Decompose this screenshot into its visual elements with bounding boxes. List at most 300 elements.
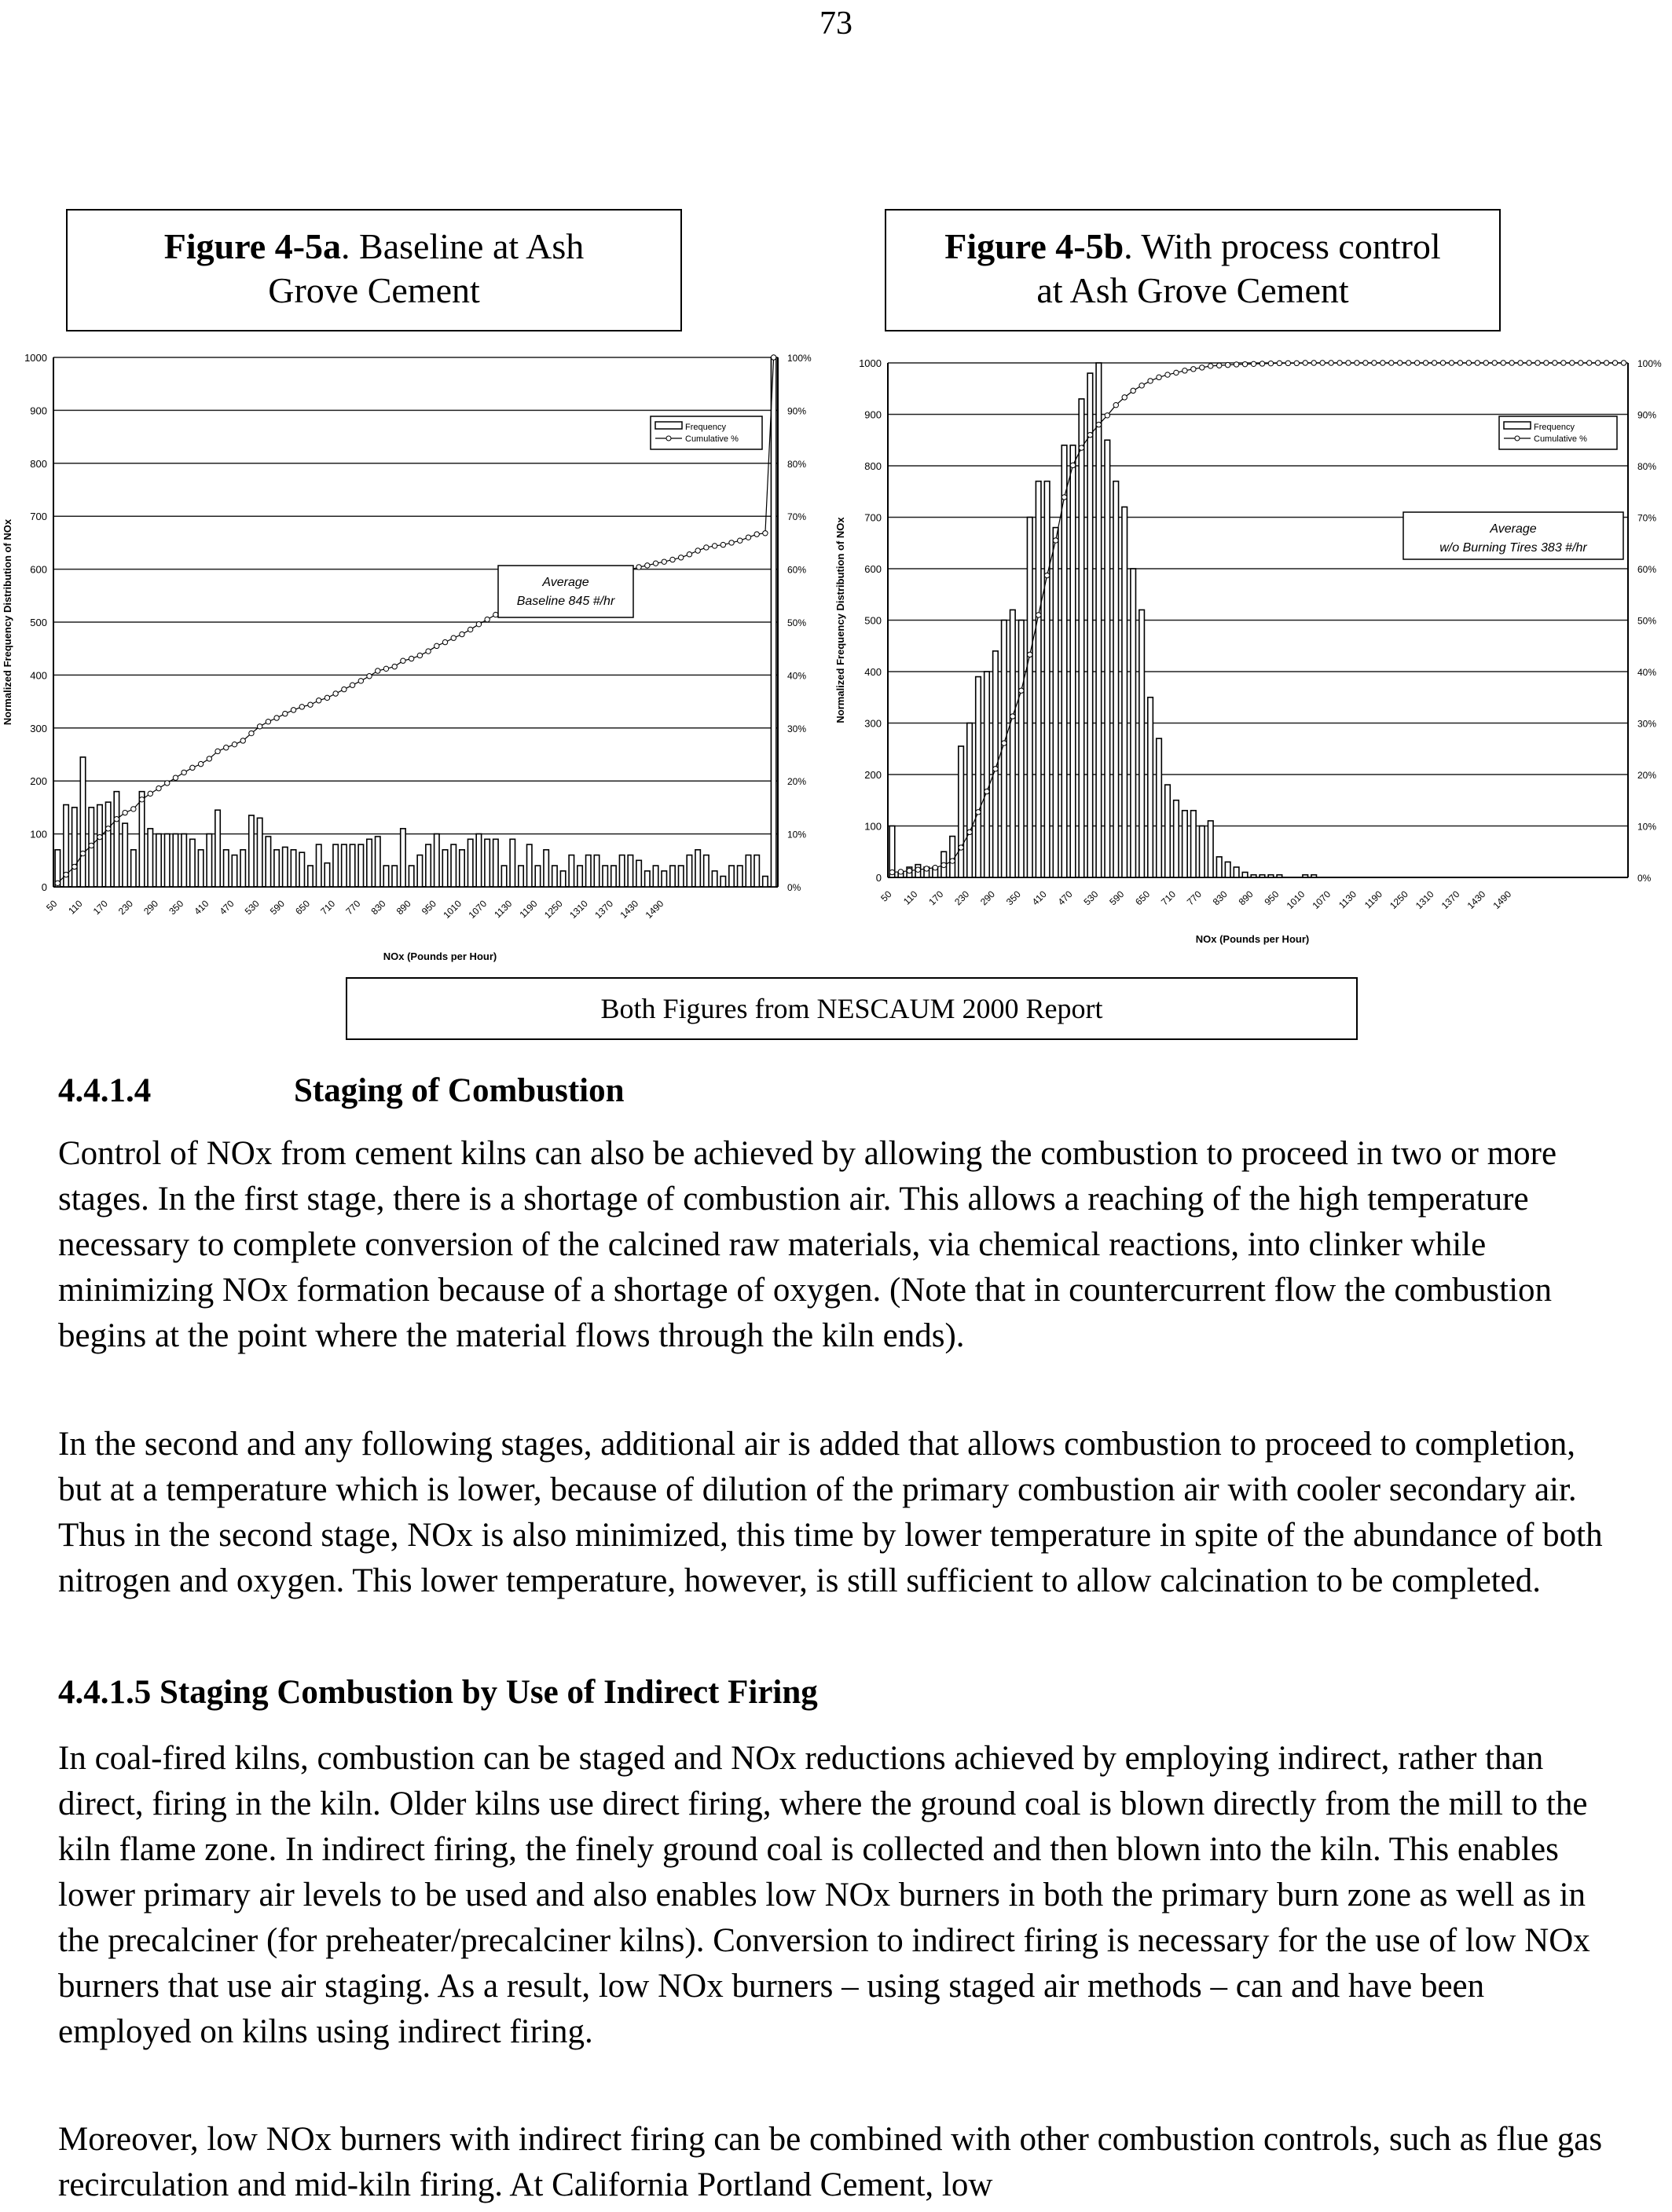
- x-tick-label: 770: [343, 898, 363, 917]
- frequency-bar: [358, 844, 363, 887]
- frequency-bar: [527, 844, 532, 887]
- cumulative-point: [1475, 361, 1480, 365]
- y-tick-label: 600: [30, 563, 47, 576]
- y-tick-label: 100: [864, 820, 882, 833]
- frequency-bar: [442, 850, 447, 887]
- cumulative-point: [1294, 361, 1299, 365]
- section-4-4-1-5-heading: 4.4.1.5 Staging Combustion by Use of Indirect Firing: [58, 1674, 818, 1711]
- cumulative-point: [1432, 361, 1436, 365]
- frequency-bar: [426, 844, 431, 887]
- cumulative-point: [1019, 688, 1024, 693]
- x-tick-label: 1490: [1490, 888, 1514, 912]
- cumulative-point: [442, 639, 447, 644]
- x-tick-label: 1130: [492, 898, 515, 921]
- x-tick-label: 950: [419, 898, 438, 917]
- cumulative-point: [1303, 361, 1307, 365]
- legend-cumulative-marker: [1515, 436, 1520, 441]
- y2-tick-label: 40%: [787, 670, 807, 682]
- frequency-bar: [1070, 445, 1076, 877]
- cumulative-point: [350, 683, 354, 687]
- frequency-bar: [519, 866, 523, 887]
- frequency-bar: [1062, 445, 1067, 877]
- x-tick-label: 230: [952, 888, 972, 908]
- frequency-bar: [240, 850, 245, 887]
- cumulative-point: [165, 781, 170, 786]
- frequency-bar: [383, 866, 388, 887]
- frequency-bar: [131, 850, 136, 887]
- x-tick-label: 1310: [567, 898, 590, 921]
- x-tick-label: 590: [1107, 888, 1127, 908]
- cumulative-point: [409, 656, 413, 661]
- frequency-bar: [173, 834, 178, 887]
- frequency-bar: [1018, 621, 1024, 878]
- frequency-bar: [1260, 875, 1265, 877]
- section-4-4-1-4-heading: [58, 1071, 625, 1110]
- cumulative-point: [460, 632, 464, 636]
- cumulative-point: [645, 563, 650, 568]
- legend-cumulative-marker: [666, 436, 671, 441]
- frequency-bar: [544, 850, 548, 887]
- cumulative-point: [1570, 361, 1575, 365]
- frequency-bar: [1113, 482, 1119, 877]
- frequency-bar: [1216, 857, 1222, 877]
- cumulative-point: [232, 742, 236, 746]
- x-tick-label: 1490: [643, 898, 666, 921]
- frequency-bar: [501, 866, 506, 887]
- frequency-bar: [232, 855, 236, 887]
- frequency-bar: [1087, 373, 1093, 877]
- cumulative-point: [1062, 495, 1066, 500]
- y2-tick-label: 100%: [787, 353, 812, 364]
- frequency-bar: [950, 837, 955, 877]
- frequency-bar: [1139, 610, 1145, 877]
- cumulative-point: [1200, 365, 1204, 370]
- cumulative-point: [1225, 362, 1230, 367]
- frequency-bar: [763, 877, 768, 887]
- frequency-bar: [1027, 518, 1032, 878]
- cumulative-point: [1191, 367, 1196, 372]
- cumulative-point: [889, 870, 894, 874]
- section-4-4-1-4-title: Staging of Combustion: [294, 1072, 625, 1109]
- cumulative-point: [123, 810, 127, 815]
- frequency-bar: [198, 850, 203, 887]
- x-tick-label: 410: [1029, 888, 1049, 908]
- frequency-bar: [1200, 826, 1205, 878]
- cumulative-point: [1518, 361, 1523, 365]
- cumulative-point: [1234, 362, 1238, 367]
- cumulative-point: [1311, 361, 1316, 365]
- cumulative-point: [1036, 613, 1040, 617]
- frequency-bar: [560, 871, 565, 887]
- cumulative-point: [1182, 368, 1187, 373]
- frequency-bar: [249, 815, 254, 887]
- cumulative-point: [746, 535, 750, 540]
- frequency-bar: [662, 871, 666, 887]
- figure-a-label: Figure 4-5a: [163, 226, 342, 266]
- x-tick-label: 650: [293, 898, 313, 917]
- cumulative-point: [984, 789, 989, 793]
- frequency-bar: [1242, 872, 1248, 877]
- frequency-bar: [535, 866, 540, 887]
- x-tick-label: 1370: [592, 898, 616, 921]
- cumulative-point: [1406, 361, 1410, 365]
- frequency-bar: [1010, 610, 1016, 877]
- x-tick-label: 110: [66, 898, 85, 917]
- cumulative-point: [679, 555, 684, 560]
- x-tick-label: 890: [394, 898, 413, 917]
- figure-b-label: Figure 4-5b: [944, 226, 1124, 266]
- cumulative-point: [1466, 361, 1471, 365]
- cumulative-point: [333, 691, 338, 696]
- y2-tick-label: 50%: [787, 617, 807, 628]
- cumulative-point: [933, 865, 937, 870]
- cumulative-point: [1028, 652, 1032, 657]
- average-annotation-box: [498, 566, 633, 617]
- cumulative-point: [1139, 383, 1144, 388]
- cumulative-point: [1612, 361, 1617, 365]
- y-tick-label: 500: [30, 617, 47, 628]
- figure-b-title: . With process control: [1124, 226, 1441, 266]
- frequency-bar: [1036, 482, 1041, 877]
- cumulative-point: [1604, 361, 1608, 365]
- frequency-bar: [1096, 363, 1102, 877]
- cumulative-point: [105, 826, 110, 831]
- cumulative-point: [308, 702, 313, 707]
- frequency-bar: [1191, 811, 1197, 877]
- x-tick-label: 830: [1210, 888, 1230, 908]
- frequency-bar: [324, 863, 329, 887]
- x-tick-label: 230: [116, 898, 135, 917]
- cumulative-point: [1483, 361, 1488, 365]
- frequency-bar: [283, 847, 288, 887]
- frequency-bar: [80, 757, 85, 887]
- cumulative-point: [97, 834, 102, 839]
- frequency-bar: [409, 866, 413, 887]
- frequency-bar: [636, 860, 641, 887]
- frequency-bar: [308, 866, 313, 887]
- cumulative-point: [1113, 403, 1118, 408]
- cumulative-point: [1260, 361, 1264, 366]
- frequency-bar: [392, 866, 397, 887]
- x-tick-label: 530: [242, 898, 262, 917]
- chart-a-svg: [0, 338, 833, 974]
- y2-tick-label: 60%: [1637, 564, 1657, 575]
- figure-a-title-line2: Grove Cement: [268, 270, 480, 310]
- x-tick-label: 1370: [1439, 888, 1462, 912]
- cumulative-point: [114, 817, 119, 822]
- x-tick-label: 290: [141, 898, 161, 917]
- frequency-bar: [1303, 875, 1308, 877]
- cumulative-point: [139, 797, 144, 802]
- y-tick-label: 300: [864, 717, 882, 730]
- cumulative-point: [426, 649, 431, 654]
- frequency-bar: [401, 829, 405, 887]
- cumulative-point: [950, 859, 955, 863]
- cumulative-point: [156, 786, 161, 790]
- frequency-bar: [510, 839, 515, 887]
- y2-tick-label: 10%: [787, 829, 807, 840]
- cumulative-point: [190, 765, 195, 770]
- y-tick-label: 400: [864, 666, 882, 678]
- cumulative-point: [468, 627, 472, 632]
- cumulative-point: [1346, 361, 1351, 365]
- x-tick-label: 350: [167, 898, 186, 917]
- frequency-bar: [468, 839, 472, 887]
- frequency-bar: [771, 357, 776, 887]
- average-annotation-value: w/o Burning Tires 383 #/hr: [1439, 541, 1587, 555]
- x-tick-label: 170: [926, 888, 946, 908]
- x-tick-label: 50: [44, 898, 60, 914]
- x-tick-label: 1250: [541, 898, 565, 921]
- x-tick-label: 770: [1184, 888, 1204, 908]
- frequency-bar: [72, 808, 77, 887]
- frequency-bar: [367, 839, 372, 887]
- cumulative-point: [1578, 361, 1583, 365]
- frequency-bar: [266, 837, 270, 887]
- x-tick-label: 1430: [618, 898, 641, 921]
- frequency-bar: [603, 866, 607, 887]
- y2-tick-label: 80%: [787, 458, 807, 470]
- x-tick-label: 710: [1158, 888, 1179, 908]
- frequency-bar: [123, 823, 127, 887]
- cumulative-point: [240, 738, 245, 743]
- cumulative-point: [1285, 361, 1290, 365]
- y-tick-label: 900: [864, 408, 882, 421]
- frequency-bar: [578, 866, 582, 887]
- x-tick-label: 1310: [1413, 888, 1436, 912]
- frequency-bar: [1157, 738, 1162, 877]
- y-tick-label: 200: [30, 775, 47, 788]
- x-tick-label: 350: [1003, 888, 1023, 908]
- frequency-bar: [451, 844, 456, 887]
- cumulative-point: [1414, 361, 1419, 365]
- frequency-bar: [376, 837, 380, 887]
- frequency-bar: [746, 855, 750, 887]
- paragraph: Control of NOx from cement kilns can also be achieved by allowing the combustion to proceed in two or more stages. In the first stage, there is a shortage of combustion air. This allows a reaching of the high temperature necessary to complete conversion of the calcined raw materials, via chemical reactions, into clinker while minimizing NOx formation because of a shortage of oxygen. (Note that in countercurrent flow the combustion begins at the point where the material flows through the kiln ends).: [58, 1135, 1557, 1354]
- cumulative-point: [1087, 433, 1092, 438]
- y2-tick-label: 30%: [1637, 718, 1657, 730]
- frequency-bar: [316, 844, 321, 887]
- cumulative-point: [1320, 361, 1325, 365]
- cumulative-point: [898, 870, 903, 874]
- y-axis-label: Normalized Frequency Distribution of NOx: [834, 517, 846, 723]
- frequency-bar: [754, 855, 759, 887]
- y2-tick-label: 50%: [1637, 615, 1657, 627]
- frequency-bar: [1182, 811, 1188, 877]
- cumulative-point: [1449, 361, 1454, 365]
- y-tick-label: 0: [41, 881, 47, 893]
- cumulative-point: [1148, 379, 1153, 383]
- frequency-bar: [712, 871, 717, 887]
- cumulative-point: [720, 542, 725, 547]
- cumulative-point: [207, 756, 211, 761]
- cumulative-point: [376, 668, 380, 673]
- y2-tick-label: 40%: [1637, 667, 1657, 678]
- y-tick-label: 300: [30, 722, 47, 734]
- y-tick-label: 900: [30, 405, 47, 417]
- cumulative-point: [1122, 395, 1127, 400]
- frequency-bar: [224, 850, 229, 887]
- cumulative-point: [1105, 413, 1109, 418]
- x-tick-label: 650: [1133, 888, 1153, 908]
- cumulative-point: [967, 830, 972, 834]
- frequency-bar: [1174, 800, 1179, 877]
- y-tick-label: 700: [30, 511, 47, 523]
- cumulative-point: [55, 881, 60, 885]
- cumulative-point: [317, 698, 321, 703]
- cumulative-point: [1363, 361, 1368, 365]
- cumulative-point: [1329, 361, 1333, 365]
- cumulative-point: [367, 674, 372, 679]
- cumulative-point: [493, 612, 498, 617]
- frequency-bar: [967, 723, 973, 878]
- cumulative-point: [636, 565, 641, 569]
- cumulative-point: [434, 643, 439, 648]
- frequency-bar: [417, 855, 422, 887]
- frequency-bar: [434, 834, 439, 887]
- cumulative-point: [1277, 361, 1282, 365]
- frequency-bar: [628, 855, 632, 887]
- cumulative-point: [1251, 361, 1256, 366]
- cumulative-point: [249, 731, 254, 735]
- x-tick-label: 1430: [1465, 888, 1488, 912]
- cumulative-point: [1535, 361, 1540, 365]
- frequency-bar: [645, 871, 650, 887]
- cumulative-point: [1131, 388, 1135, 393]
- cumulative-point: [941, 862, 946, 867]
- cumulative-point: [198, 761, 203, 766]
- cumulative-point: [173, 775, 178, 780]
- frequency-bar: [215, 810, 220, 887]
- cumulative-point: [1492, 361, 1497, 365]
- frequency-bar: [1208, 821, 1213, 877]
- chart-b-svg: [836, 338, 1672, 974]
- y2-tick-label: 10%: [1637, 821, 1657, 833]
- cumulative-point: [358, 679, 363, 683]
- figure-a-title: . Baseline at Ash: [341, 226, 585, 266]
- frequency-bar: [976, 677, 981, 877]
- cumulative-point: [1337, 361, 1342, 365]
- frequency-bar: [1268, 875, 1274, 877]
- cumulative-point: [1002, 741, 1006, 745]
- cumulative-point: [976, 810, 981, 815]
- frequency-bar: [182, 834, 186, 887]
- frequency-bar: [704, 855, 709, 887]
- x-tick-label: 1130: [1336, 888, 1359, 911]
- cumulative-point: [670, 557, 675, 562]
- legend-frequency-label: Frequency: [1534, 423, 1575, 432]
- cumulative-point: [1553, 361, 1557, 365]
- x-tick-label: 410: [192, 898, 211, 917]
- chart-a: [0, 338, 833, 974]
- cumulative-point: [1242, 361, 1247, 366]
- frequency-bar: [653, 866, 658, 887]
- frequency-bar: [1225, 862, 1230, 877]
- cumulative-point: [1372, 361, 1377, 365]
- y-tick-label: 800: [864, 460, 882, 472]
- frequency-bar: [291, 850, 295, 887]
- cumulative-point: [1174, 370, 1179, 375]
- paragraph: Moreover, low NOx burners with indirect firing can be combined with other combustion controls, such as flue gas recirculation and mid-kiln firing. At California Portland Cement, low: [58, 2121, 1603, 2203]
- cumulative-point: [763, 531, 768, 536]
- x-tick-label: 710: [318, 898, 338, 917]
- frequency-bar: [619, 855, 624, 887]
- legend-frequency-swatch: [1504, 422, 1531, 429]
- y2-tick-label: 0%: [1637, 873, 1652, 884]
- cumulative-point: [1440, 361, 1445, 365]
- frequency-bar: [1277, 875, 1282, 877]
- cumulative-point: [771, 355, 776, 360]
- frequency-bar: [165, 834, 170, 887]
- frequency-bar: [97, 805, 102, 887]
- frequency-bar: [984, 672, 990, 877]
- cumulative-point: [662, 559, 666, 564]
- frequency-bar: [1053, 528, 1058, 877]
- cumulative-point: [1621, 361, 1626, 365]
- y2-tick-label: 80%: [1637, 461, 1657, 472]
- cumulative-point: [476, 621, 481, 626]
- y-tick-label: 500: [864, 614, 882, 627]
- cumulative-point: [1208, 364, 1213, 368]
- y-tick-label: 800: [30, 457, 47, 470]
- cumulative-point: [1053, 538, 1058, 543]
- figure-b-title-line2: at Ash Grove Cement: [1036, 270, 1349, 310]
- frequency-bar: [1131, 569, 1136, 877]
- cumulative-point: [1398, 361, 1402, 365]
- y-tick-label: 100: [30, 828, 47, 840]
- cumulative-point: [89, 843, 94, 848]
- frequency-bar: [720, 877, 725, 887]
- frequency-bar: [1311, 875, 1317, 877]
- frequency-bar: [274, 850, 279, 887]
- frequency-bar: [460, 850, 464, 887]
- frequency-bar: [552, 866, 557, 887]
- x-tick-label: 1190: [517, 898, 540, 921]
- cumulative-point: [131, 807, 136, 811]
- frequency-bar: [959, 746, 964, 877]
- frequency-bar: [476, 834, 481, 887]
- frequency-bar: [594, 855, 599, 887]
- frequency-bar: [333, 844, 338, 887]
- x-tick-label: 590: [267, 898, 287, 917]
- page-number: 73: [820, 5, 852, 42]
- cumulative-point: [148, 791, 152, 796]
- y-tick-label: 1000: [24, 352, 47, 364]
- cumulative-point: [324, 695, 329, 700]
- cumulative-point: [993, 767, 998, 771]
- y-tick-label: 700: [864, 511, 882, 524]
- frequency-bar: [1044, 482, 1050, 877]
- y-tick-label: 400: [30, 669, 47, 682]
- cumulative-point: [299, 705, 304, 709]
- frequency-bar: [156, 834, 161, 887]
- y2-tick-label: 20%: [787, 776, 807, 788]
- frequency-bar: [1105, 440, 1110, 877]
- cumulative-point: [72, 864, 77, 869]
- frequency-bar: [257, 818, 262, 887]
- y2-tick-label: 70%: [787, 511, 807, 523]
- cumulative-point: [1355, 361, 1359, 365]
- cumulative-point: [1096, 422, 1101, 427]
- cumulative-point: [653, 561, 658, 566]
- frequency-bar: [729, 866, 734, 887]
- y-tick-label: 1000: [859, 357, 882, 369]
- x-tick-label: 1010: [441, 898, 464, 921]
- y-axis-label: Normalized Frequency Distribution of NOx: [2, 518, 13, 726]
- cumulative-point: [1509, 361, 1514, 365]
- x-tick-label: 530: [1081, 888, 1101, 908]
- frequency-bar: [678, 866, 683, 887]
